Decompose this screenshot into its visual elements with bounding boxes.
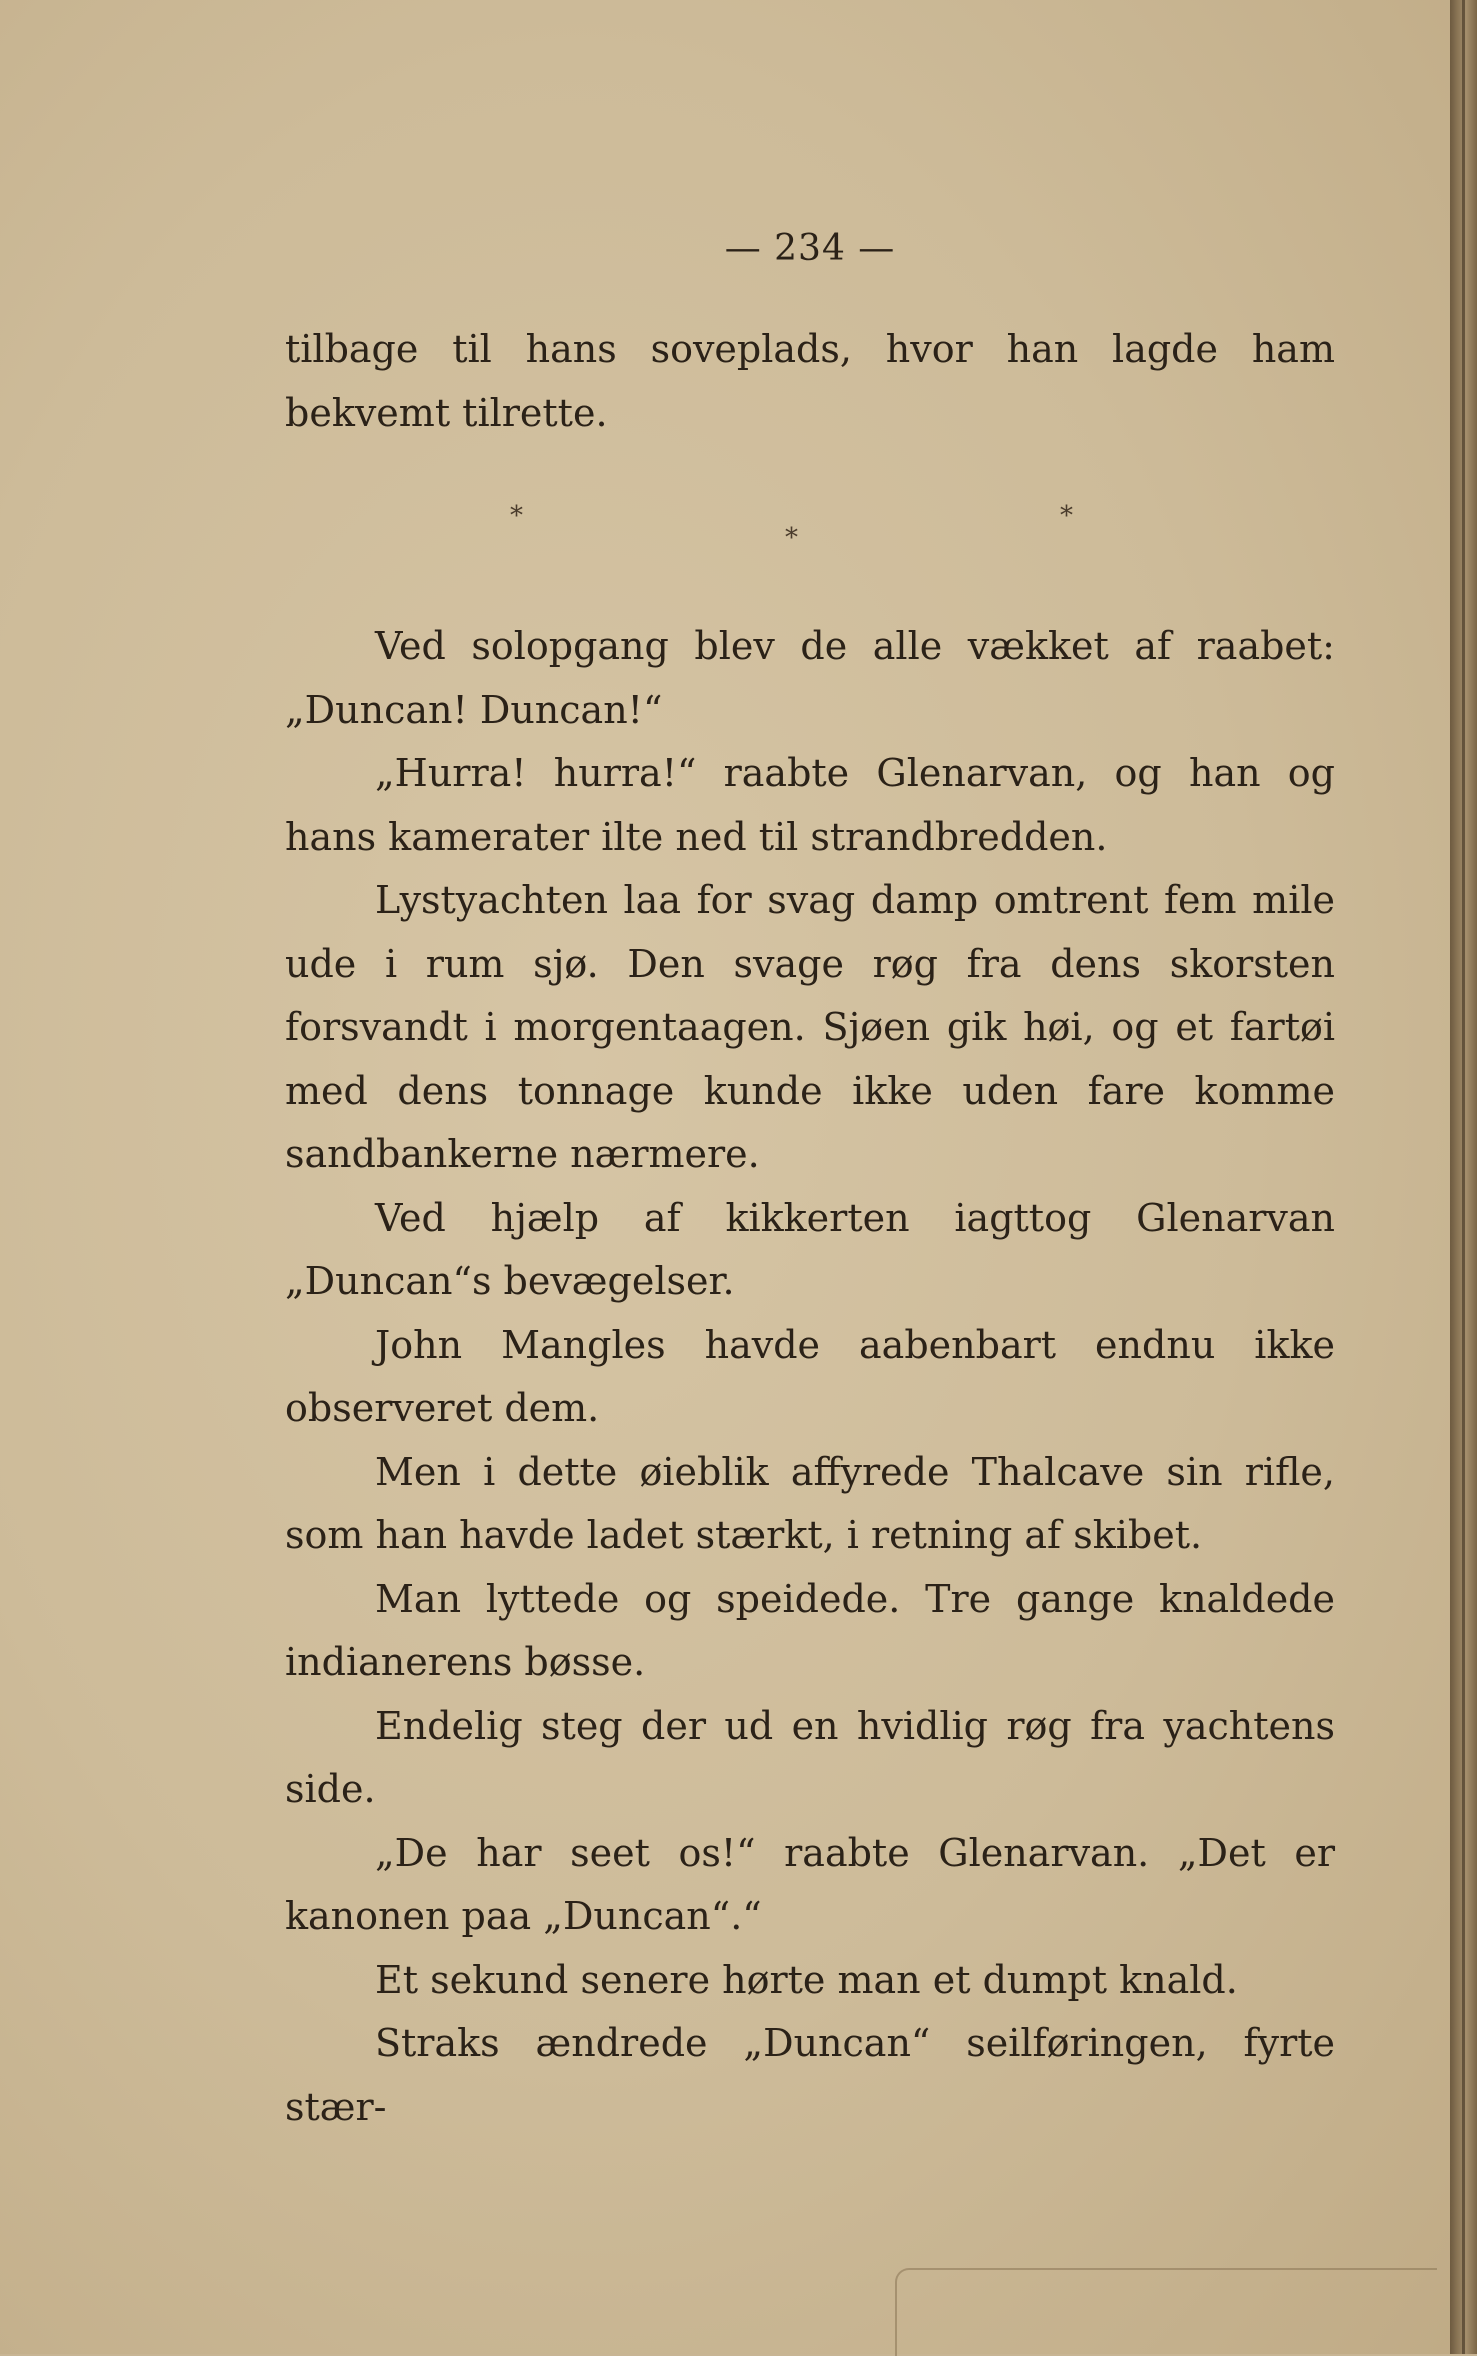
paragraph: Endelig steg der ud en hvidlig røg fra yachtens side.	[285, 1703, 1335, 1811]
paragraph: Straks ændrede „Duncan“ seilføringen, fyrte stær-	[285, 2021, 1335, 2129]
paragraph: „Hurra! hurra!“ raabte Glenarvan, og han og hans kamerater ilte ned til strandbredden.	[285, 751, 1335, 859]
paragraph: Et sekund senere hørte man et dumpt knald.	[375, 1957, 1238, 2002]
paragraph-continuation: tilbage til hans soveplads, hvor han lagde ham bekvemt tilrette.	[285, 327, 1335, 435]
paragraph: Man lyttede og speidede. Tre gange knaldede indianerens bøsse.	[285, 1576, 1335, 1684]
page-body	[285, 318, 1335, 2139]
page-fold-mark	[895, 2268, 1437, 2356]
paragraph: Ved hjælp af kikkerten iagttog Glenarvan „Duncan“s bevægelser.	[285, 1195, 1335, 1303]
book-spine-line	[1462, 0, 1465, 2354]
section-break	[285, 445, 1335, 615]
paragraph: „De har seet os!“ raabte Glenarvan. „Det er kanonen paa „Duncan“.“	[285, 1830, 1335, 1938]
section-star: *	[510, 501, 523, 531]
section-star: *	[1060, 501, 1073, 531]
paragraph: Lystyachten laa for svag damp omtrent fem mile ude i rum sjø. Den svage røg fra dens skorsten forsvandt i morgentaagen. Sjøen gik høi, og et fartøi med dens tonnage kunde ikke uden fare komme sandbankerne nærmere.	[285, 878, 1335, 1176]
paragraph: Ved solopgang blev de alle vækket af raabet: „Duncan! Duncan!“	[285, 624, 1335, 732]
section-star: *	[785, 523, 798, 553]
page-number: — 234 —	[724, 228, 896, 269]
paragraph: John Mangles havde aabenbart endnu ikke observeret dem.	[285, 1322, 1335, 1430]
paragraph: Men i dette øieblik affyrede Thalcave sin rifle, som han havde ladet stærkt, i retning af skibet.	[285, 1449, 1335, 1557]
